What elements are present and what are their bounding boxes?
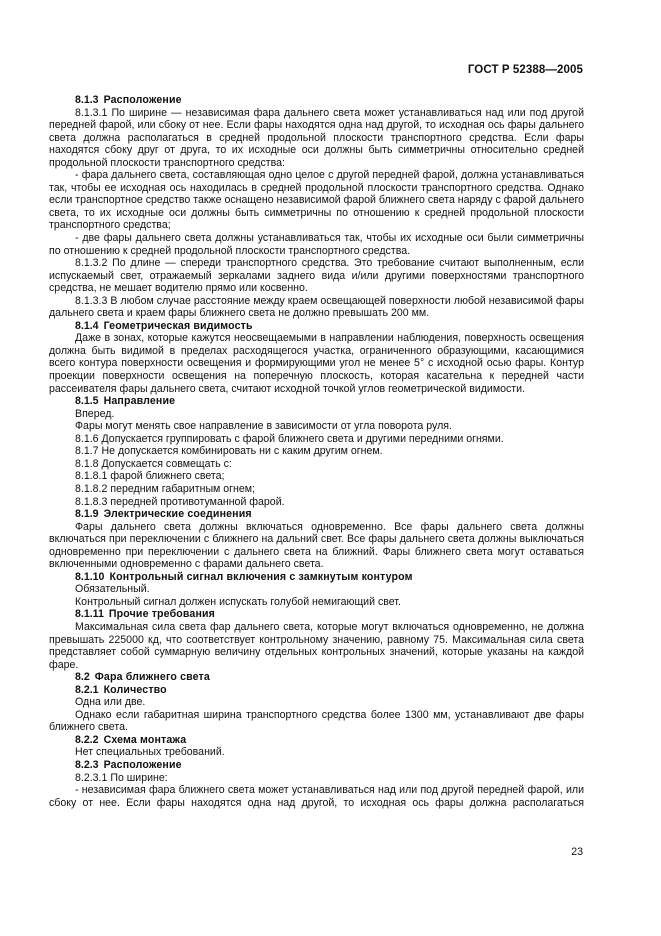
body-paragraph: 8.1.7 Не допускается комбинировать ни с каким другим огнем. [75,445,383,458]
section-number: 8.1.4 [75,319,99,332]
body-paragraph: - две фары дальнего света должны устанавливаться так, чтобы их исходные оси были симметричны по отношению к средней продольной плоскости транспортного средства. [49,232,584,257]
section-heading [49,395,584,408]
body-paragraph: Обязательный. [75,583,150,596]
section-number: 8.2 [75,671,90,684]
section-title: Электрические соединения [103,508,252,521]
body-paragraph: 8.2.3.1 По ширине: [75,771,168,784]
section-heading [49,320,584,333]
body-paragraph: 8.1.6 Допускается группировать с фарой ближнего света и другими передними огнями. [75,432,504,445]
body-paragraph: 8.1.8.3 передней противотуманной фарой. [75,495,285,508]
section-number: 8.1.3 [75,94,99,106]
body-paragraph: 8.1.3.1 По ширине — независимая фара дальнего света может устанавливаться над или под другой передней фарой, или сбоку от нее. Если фары находятся одна над другой, то исходная ось фары дальнего света должна располагаться в средней продольной плоскости транспортного средства. Если фары находятся сбоку друг от друга, то их исходные оси должны быть симметричны относительно средней продольной плоскости транспортного средства: [49,106,584,169]
body-paragraph: Нет специальных требований. [75,746,225,759]
body-paragraph: - независимая фара ближнего света может устанавливаться над или под другой передней фарой, или сбоку от нее. Если фары находятся одна над другой, то исходная ось фары должна располагаться [49,784,584,809]
section-title: Схема монтажа [103,733,187,746]
body-paragraph: Одна или две. [75,696,146,709]
body-paragraph: 8.1.8 Допускается совмещать с: [75,457,232,470]
section-heading [49,508,584,521]
section-title: Прочие требования [108,608,215,621]
body-paragraph: Даже в зонах, которые кажутся неосвещаемыми в направлении наблюдения, поверхность освещения должна быть видимой в пределах расходящегося участка, ограниченного образующими, касающимися всего контура поверхности освещения и формирующими угол не менее 5° с исходной осью фары. Контур проекции поверхности освещения на поперечную плоскость, которая касательна к передней части рассеивателя фары дальнего света, считают исходной точкой углов геометрической видимости. [49,332,584,395]
body-paragraph: Фары дальнего света должны включаться одновременно. Все фары дальнего света должны включаться при переключении с ближнего на дальний свет. Все фары дальнего света должны выключаться одновременно при переключении с дальнего света на ближний. Фары ближнего света могут оставаться включенными одновременно с фарами дальнего света. [49,520,584,571]
body-paragraph: Максимальная сила света фар дальнего света, которые могут включаться одновременно, не должна превышать 225000 кд, что соответствует контрольному значению, равному 75. Максимальная сила света представляет собой суммарную величину отдельных контрольных значений, которые указаны на каждой фаре. [49,620,584,671]
section-number: 8.1.5 [75,395,99,408]
section-title: Фара ближнего света [94,671,210,684]
body-paragraph: Вперед. [75,407,115,420]
body-paragraph: 8.1.3.3 В любом случае расстояние между краем освещающей поверхности любой независимой фары дальнего света и краем фары ближнего света не должно превышать 200 мм. [49,294,584,320]
body-paragraph: Контрольный сигнал должен испускать голубой немигающий свет. [75,595,401,608]
section-number: 8.1.9 [75,508,99,521]
body-paragraph: 8.1.8.2 передним габаритным огнем; [75,482,256,495]
section-heading [49,684,584,697]
section-heading [49,571,584,584]
section-title: Количество [103,683,167,696]
document-body [49,94,584,809]
section-title: Расположение [103,758,182,771]
body-paragraph: 8.1.8.1 фарой ближнего света; [75,470,225,483]
section-title: Контрольный сигнал включения с замкнутым контуром [109,570,413,583]
section-number: 8.2.2 [75,733,99,746]
section-number: 8.1.11 [75,608,104,621]
section-heading [49,94,584,107]
page-number: 23 [571,846,583,858]
section-heading [49,759,584,772]
section-title: Направление [103,395,176,408]
body-paragraph: - фара дальнего света, составляющая одно целое с другой передней фарой, должна устанавливаться так, чтобы ее исходная ось находилась в средней продольной плоскости транспортного средства. Однако если транспортное средство также оснащено независимой фарой ближнего света наряду с фарой дальнего света, то их исходные оси должны быть симметричны по отношению к средней продольной плоскости транспортного средства; [49,169,584,232]
section-heading [49,734,584,747]
section-title: Геометрическая видимость [103,319,253,332]
section-title: Расположение [103,94,182,106]
section-number: 8.2.1 [75,683,99,696]
body-paragraph: Фары могут менять свое направление в зависимости от угла поворота руля. [75,420,452,433]
section-number: 8.2.3 [75,758,99,771]
body-paragraph: 8.1.3.2 По длине — спереди транспортного средства. Это требование считают выполненным, если испускаемый свет, отражаемый зеркалами заднего вида и/или другими поверхностями транспортного средства, не мешает водителю прямо или косвенно. [49,257,584,295]
body-paragraph: Однако если габаритная ширина транспортного средства более 1300 мм, устанавливают две фары ближнего света. [49,708,584,734]
section-heading [49,671,584,684]
standard-header: ГОСТ Р 52388—2005 [467,64,583,76]
section-heading [49,608,584,621]
section-number: 8.1.10 [75,570,105,583]
